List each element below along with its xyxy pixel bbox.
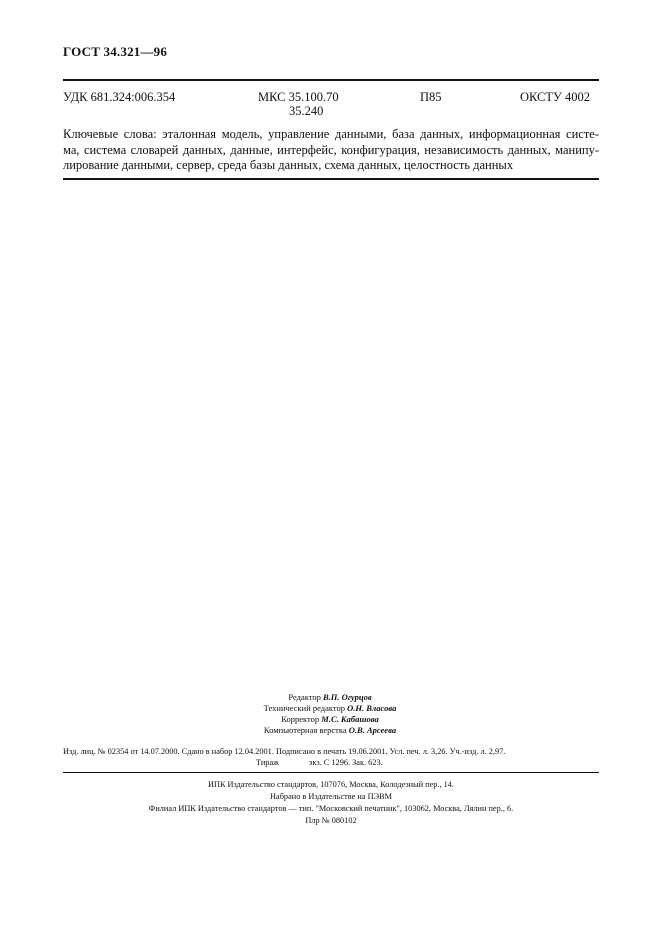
publication-info: Изд. лиц. № 02354 от 14.07.2000. Сдано в набор 12.04.2001. Подписано в печать 19.06.2001. Усл. печ. л. 3,26. Уч.-изд. л. 2,97. <box>63 747 506 756</box>
tirazh-label: Тираж <box>256 758 279 767</box>
credit-name: М.С. Кабашова <box>321 714 379 724</box>
mks-code-1: МКС 35.100.70 <box>258 90 339 104</box>
document-title: ГОСТ 34.321—96 <box>63 44 168 59</box>
keywords-line-3: лирование данными, сервер, среда базы данных, схема данных, целостность данных <box>63 158 514 172</box>
credit-name: О.В. Арсеева <box>348 725 397 735</box>
udk-code: УДК 681.324:006.354 <box>63 90 176 104</box>
printer-line-4: Плр № 080102 <box>305 816 357 825</box>
credit-layout <box>200 725 460 736</box>
top-rule <box>63 79 599 81</box>
credit-tech-editor <box>200 703 460 714</box>
printer-line-3: Филиал ИПК Издательство стандартов — тип. "Московский печатник", 103062, Москва, Лялин пер., 6. <box>148 804 514 813</box>
credit-role: Корректор <box>281 714 320 724</box>
printer-line-2: Набрано в Издательстве на ПЭВМ <box>270 792 392 801</box>
keywords-bottom-rule <box>63 178 599 180</box>
p-code: П85 <box>420 90 442 104</box>
imprint-rule <box>63 772 599 773</box>
credits-block <box>200 692 460 736</box>
credit-role: Технический редактор <box>263 703 346 713</box>
okstu-code: ОКСТУ 4002 <box>520 90 591 104</box>
keywords-line-2: ма, система словарей данных, данные, интерфейс, конфигурация, независимость данных, манипу- <box>63 142 599 157</box>
publication-tirazh <box>256 758 383 767</box>
credit-editor <box>200 692 460 703</box>
tirazh-rest: экз. С 1296. Зак. 623. <box>308 758 383 767</box>
keywords-line-1: Ключевые слова: эталонная модель, управление данными, база данных, информационная систе- <box>63 127 599 141</box>
mks-code-2: 35.240 <box>289 104 324 118</box>
credit-corrector <box>200 714 460 725</box>
credit-name: В.П. Огурцов <box>323 692 372 702</box>
credit-role: Компьютерная верстка <box>263 725 347 735</box>
keywords-block <box>63 127 599 174</box>
printer-line-1: ИПК Издательство стандартов, 107076, Москва, Колодезный пер., 14. <box>207 780 455 789</box>
printer-info <box>63 779 599 827</box>
credit-name: О.Н. Власова <box>347 703 397 713</box>
credit-role: Редактор <box>288 692 321 702</box>
